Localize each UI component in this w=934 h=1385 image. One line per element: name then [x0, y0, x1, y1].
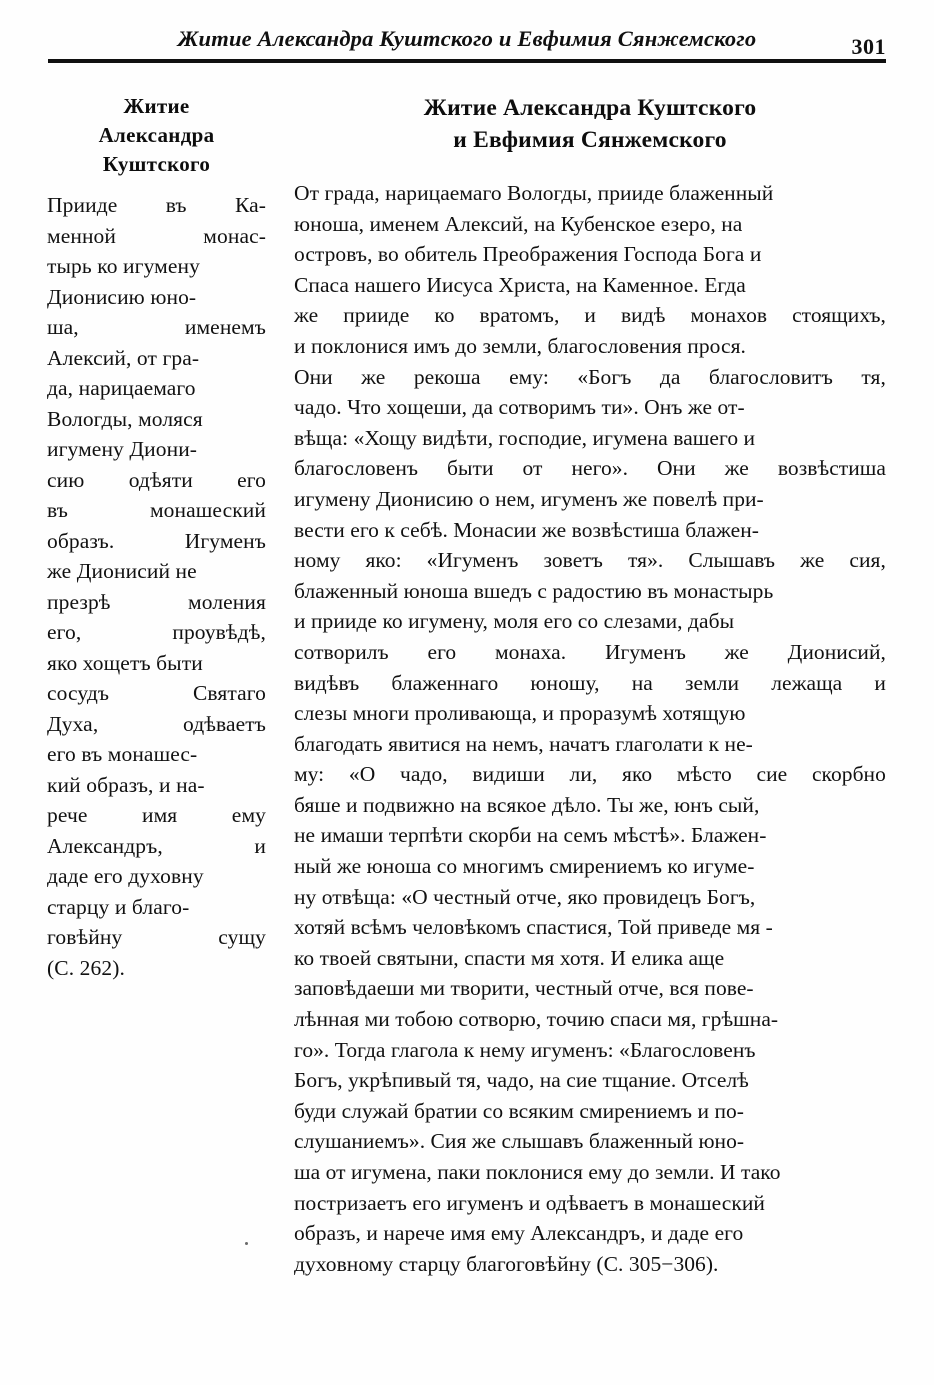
text-line: не имаши терпѣти скорби на семъ мѣстѣ». Блажен-	[294, 823, 767, 848]
right-column-body	[294, 178, 886, 1279]
word: Прииде	[47, 193, 118, 217]
text-line: Вологды, моляся	[47, 406, 203, 431]
word: от	[522, 456, 543, 481]
word: блаженнаго	[391, 670, 499, 695]
word: Святаго	[192, 681, 266, 705]
word: Александръ,	[47, 833, 163, 858]
word: его	[237, 467, 266, 492]
scan-speck	[245, 1242, 248, 1245]
running-head	[48, 26, 886, 60]
text-line	[47, 190, 266, 221]
text-line: ко твоей святыни, спасти мя хотя. И елика аще	[294, 945, 725, 970]
text-line	[294, 545, 886, 576]
left-heading-line: Александра	[98, 123, 215, 147]
word: «О	[348, 762, 376, 787]
text-line: духовному старцу благоговѣйну (С. 305−306).	[294, 1251, 719, 1276]
text-line	[47, 312, 266, 343]
word: вратомъ,	[479, 303, 560, 328]
word: одѣваетъ	[182, 711, 266, 736]
text-line	[294, 362, 886, 393]
word: видиши	[472, 762, 545, 787]
word: проувѣдѣ,	[172, 620, 266, 644]
text-line: да, нарицаемаго	[47, 376, 196, 400]
text-line: и поклонися имъ до земли, благословения прося.	[294, 333, 746, 358]
running-head-title: Житие Александра Куштского и Евфимия Сянжемского	[177, 26, 757, 51]
word: тя,	[861, 364, 886, 389]
left-column-heading	[47, 92, 266, 179]
text-line	[294, 637, 886, 668]
word: ному	[294, 548, 341, 573]
word: сосудъ	[47, 681, 110, 705]
text-line: От града, нарицаемаго Вологды, прииде блаженный	[294, 181, 774, 205]
word: его	[427, 639, 457, 664]
text-line: блаженный юноша вшедъ с радостию въ монастырь	[294, 578, 774, 603]
word: въ	[165, 193, 187, 217]
word: сущу	[218, 925, 266, 949]
word: чадо,	[400, 762, 448, 787]
text-line: ный же юноша со многимъ смирениемъ ко игуме-	[294, 854, 755, 879]
word: него».	[571, 456, 628, 481]
word: имя	[142, 803, 178, 827]
word: лежаща	[771, 670, 843, 695]
text-line: вѣща: «Хощу видѣти, господие, игумена вашего и	[294, 425, 756, 450]
text-line	[294, 453, 886, 484]
text-line: его въ монашес-	[47, 742, 198, 766]
text-line	[47, 617, 266, 648]
word: быти	[447, 456, 494, 481]
word: Игуменъ	[184, 528, 266, 553]
word: яко	[622, 762, 653, 787]
word: тя».	[628, 548, 664, 573]
word: благословенъ	[294, 456, 419, 481]
word: монашеский	[149, 498, 266, 522]
word: на	[631, 670, 653, 695]
word: прииде	[343, 303, 410, 328]
word: моления	[188, 589, 266, 614]
word: ко	[434, 303, 455, 328]
text-line	[47, 831, 266, 862]
word: Они	[656, 456, 696, 481]
word: рече	[47, 803, 88, 827]
word: Слышавъ	[688, 548, 776, 573]
word: зоветъ	[543, 548, 603, 573]
word: одѣяти	[128, 467, 193, 492]
text-line: хотяй всѣмъ человѣкомъ спастися, Той приведе мя -	[294, 915, 773, 940]
word: менной	[47, 223, 117, 248]
word: Духа,	[47, 711, 99, 736]
text-line: образъ, и нарече имя ему Александръ, и даде его	[294, 1221, 744, 1246]
text-line: заповѣдаеши ми творити, честный отче, вся пове-	[294, 976, 754, 1001]
word: рекоша	[413, 364, 481, 389]
text-line	[47, 800, 266, 831]
text-line: даде его духовну	[47, 864, 204, 888]
text-line: (С. 262).	[47, 955, 125, 980]
word: Дионисий,	[787, 639, 886, 664]
text-line: благодать явитися на немъ, начатъ глаголати к не-	[294, 731, 753, 756]
word: презрѣ	[47, 589, 111, 614]
text-line: Алексий, от гра-	[47, 345, 200, 370]
word: въ	[47, 498, 68, 522]
word: и	[874, 670, 886, 695]
word: говѣйну	[47, 925, 123, 949]
text-line	[47, 678, 266, 709]
text-line: Спаса нашего Иисуса Христа, на Каменное. Егда	[294, 272, 746, 297]
article-title-line: и Евфимия Сянжемского	[453, 127, 727, 153]
word: монаха.	[495, 639, 567, 664]
text-line: яко хощетъ быти	[47, 650, 203, 675]
text-line: ша от игумена, паки поклонися ему до земли. И тако	[294, 1160, 781, 1184]
text-line: кий образъ, и на-	[47, 772, 205, 797]
left-heading-line: Житие	[123, 94, 190, 118]
word: сотворилъ	[294, 639, 389, 664]
page-number: 301	[851, 34, 886, 59]
word: «Игуменъ	[426, 548, 519, 573]
word: монас-	[203, 223, 266, 248]
text-line	[47, 709, 266, 740]
text-line: слушаниемъ». Сия же слышавъ блаженный юно-	[294, 1129, 745, 1154]
text-line	[47, 922, 266, 953]
text-line	[47, 495, 266, 526]
text-line	[47, 587, 266, 618]
text-line: бяше и подвижно на всякое дѣло. Ты же, юнъ сый,	[294, 792, 760, 817]
text-line: Богъ, укрѣпивый тя, чадо, на сие тщание. Отселѣ	[294, 1068, 749, 1093]
left-column	[47, 92, 266, 983]
text-line: го». Тогда глагола к нему игуменъ: «Благословенъ	[294, 1037, 756, 1062]
word: ша,	[47, 315, 79, 339]
word: ли,	[569, 762, 598, 787]
text-line: вести его к себѣ. Монасии же возвѣстиша блажен-	[294, 517, 759, 542]
word: монахов	[690, 303, 768, 328]
word: же	[800, 548, 825, 573]
word: «Богъ	[577, 364, 632, 389]
word: же	[724, 639, 749, 664]
text-line: Дионисию юно-	[47, 284, 197, 309]
text-line	[47, 221, 266, 252]
word: да	[659, 364, 681, 389]
text-line: чадо. Что хощеши, да сотворимъ ти». Онъ же от-	[294, 395, 745, 420]
text-line: лѣнная ми тобою сотворю, точию спаси мя, грѣшна-	[294, 1007, 779, 1032]
text-line	[294, 759, 886, 790]
article-title-line: Житие Александра Куштского	[423, 95, 757, 121]
word: ему	[231, 803, 266, 827]
word: его,	[47, 620, 82, 644]
word: ему:	[509, 364, 549, 389]
text-line: и прииде ко игумену, моля его со слезами, дабы	[294, 609, 735, 634]
text-line: игумену Диони-	[47, 437, 198, 461]
text-line	[294, 668, 886, 699]
word: же	[724, 456, 749, 481]
text-line: старцу и благо-	[47, 894, 190, 919]
word: Ка-	[234, 193, 266, 217]
word: стоящихъ,	[792, 303, 886, 328]
word: образъ.	[47, 528, 115, 553]
word: и	[254, 833, 266, 858]
left-column-body	[47, 190, 266, 983]
word: скорбно	[811, 762, 886, 787]
text-line	[47, 526, 266, 557]
word: Они	[294, 364, 333, 389]
word: земли	[684, 670, 740, 695]
word: именемъ	[184, 315, 266, 339]
word: юношу,	[530, 670, 600, 695]
right-column	[294, 92, 886, 1279]
text-line: тырь ко игумену	[47, 254, 200, 278]
word: яко:	[365, 548, 402, 573]
header-rule	[48, 59, 886, 63]
word: видѣ	[620, 303, 666, 328]
text-line: юноша, именем Алексий, на Кубенское езеро, на	[294, 211, 743, 236]
word: му:	[294, 762, 325, 787]
text-line	[47, 465, 266, 496]
word: возвѣстиша	[777, 456, 886, 481]
word: и	[584, 303, 596, 328]
text-line: игумену Дионисию о нем, игуменъ же повелѣ при-	[294, 486, 764, 511]
text-line: постризаетъ его игуменъ и одѣваетъ в монашеский	[294, 1190, 765, 1215]
text-line: ну отвѣща: «О честный отче, яко провидецъ Богъ,	[294, 884, 756, 909]
word: же	[361, 364, 386, 389]
word: мѣсто	[676, 762, 732, 787]
text-line: буди служай братии со всяким смирениемъ и по-	[294, 1098, 745, 1123]
left-heading-line: Куштского	[102, 152, 211, 176]
word: благословитъ	[708, 364, 833, 389]
word: сию	[47, 467, 85, 492]
word: сие	[756, 762, 788, 787]
text-line: слезы многи проливающа, и проразумѣ хотящую	[294, 701, 746, 726]
text-line: же Дионисий не	[47, 559, 197, 583]
word: сия,	[849, 548, 886, 573]
article-title	[294, 92, 886, 156]
word: же	[294, 303, 319, 328]
word: видѣвъ	[294, 670, 360, 695]
text-line	[294, 300, 886, 331]
word: Игуменъ	[604, 639, 686, 664]
text-line: островъ, во обитель Преображения Господа Бога и	[294, 242, 762, 267]
